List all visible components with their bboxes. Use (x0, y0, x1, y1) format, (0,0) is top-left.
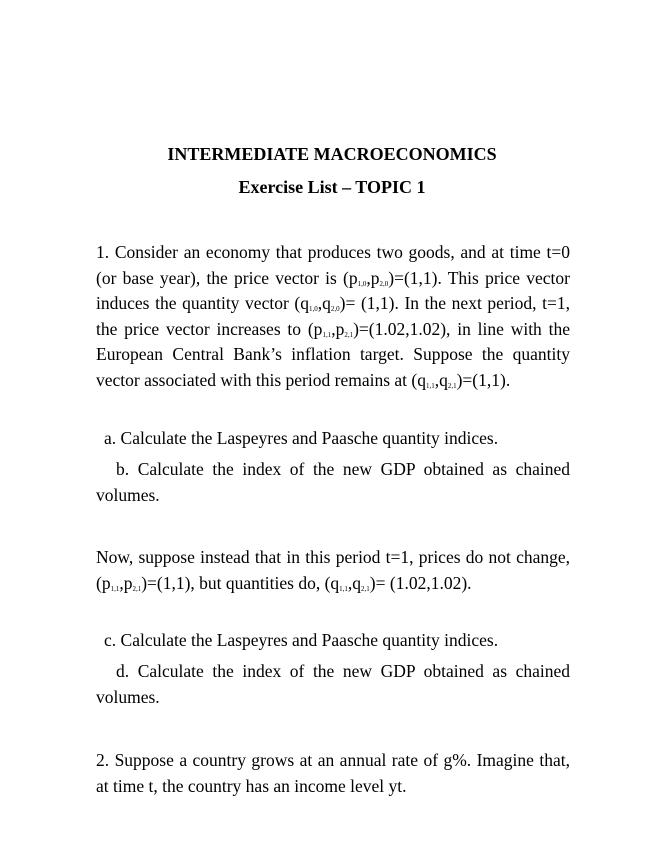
exercise-1-statement-2: Now, suppose instead that in this period t=1, prices do not change, $(p_{1,1},p_{2,1})=(1,1)$, but quantities do, $(q_{1,1},q_{2,1})= (1.02,1.02)$. (96, 547, 570, 593)
exercise-1d: d. Calculate the index of the new GDP obtained as chained volumes. (96, 661, 570, 707)
exercise-1a: a. Calculate the Laspeyres and Paasche quantity indices. (104, 428, 499, 448)
exercise-2-statement: 2. Suppose a country grows at an annual rate of g%. Imagine that, at time t, the country has an income level yt. (96, 750, 570, 796)
exercise-1b: b. Calculate the index of the new GDP obtained as chained volumes. (96, 459, 570, 505)
document-title: INTERMEDIATE MACROECONOMICS (167, 144, 497, 164)
document-subtitle: Exercise List – TOPIC 1 (238, 177, 426, 197)
exercise-1-statement: 1. Consider an economy that produces two goods, and at time t=0 (or base year), the price vector is $(p_{1,0},p_{2,0})=(1,1)$. This price vector induces the quantity vector $(q_{1,0},q_{2,0})= (1,1)$. In the next period, t=1, the price vector increases to $(p_{1,1},p_{2,1})=(1.02,1.02)$, in line with the European Central Bank’s inflation target. Suppose the quantity vector associated with this period remains at $(q_{1,1},q_{2,1})=(1,1)$. (96, 242, 570, 390)
exercise-1c: c. Calculate the Laspeyres and Paasche quantity indices. (104, 630, 499, 650)
